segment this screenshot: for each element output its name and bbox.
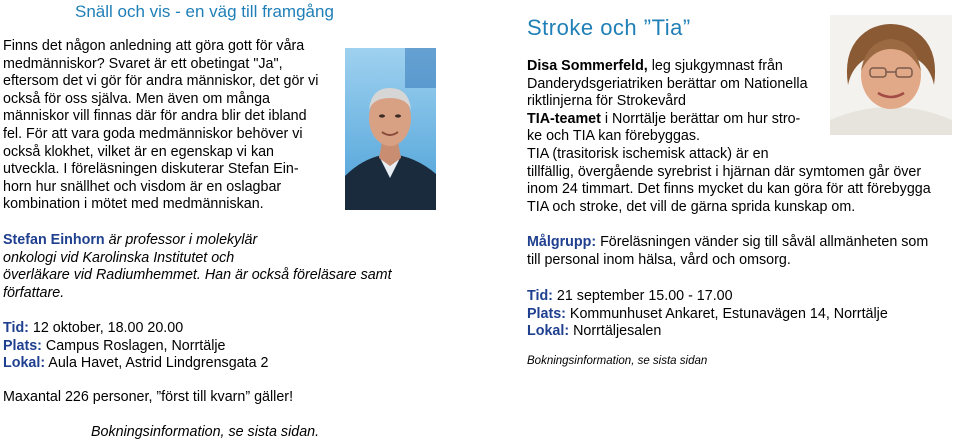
intro-line: horn hur snällhet och visdom är en oslagbar <box>3 178 282 195</box>
place-label: Plats: <box>3 337 42 354</box>
intro-line: medmänniskor? Svaret är ett obetingat "Ja", <box>3 55 283 72</box>
bio-line: författare. <box>3 284 65 301</box>
tia-line: TIA (trasitorisk ischemisk attack) är en <box>527 145 769 162</box>
intro-line: kombination i mötet med medmänniskan. <box>3 196 264 213</box>
bio-line: är professor i molekylär <box>104 232 258 248</box>
target-line: till personal inom hälsa, vård och omsorg. <box>527 251 791 268</box>
right-event-details <box>527 288 888 341</box>
venue-value: Aula Havet, Astrid Lindgrensgata 2 <box>45 355 269 372</box>
speaker-photo-woman <box>830 15 952 135</box>
target-label: Målgrupp: <box>527 234 597 250</box>
time-value: 12 oktober, 18.00 20.00 <box>28 320 184 336</box>
intro-line: Finns det någon anledning att göra gott för våra <box>3 38 305 54</box>
time-value: 21 september 15.00 - 17.00 <box>552 288 733 304</box>
venue-label: Lokal: <box>527 323 570 340</box>
lead-line: leg sjukgymnast från <box>647 58 783 74</box>
tia-line: tillfällig, övergående syrebrist i hjärnan där symtomen går över <box>527 163 922 180</box>
capacity-note: Maxantal 226 personer, ”först till kvarn” gäller! <box>3 389 294 405</box>
speaker-photo-man <box>345 48 436 210</box>
lead-name: Disa Sommerfeld, <box>527 58 648 74</box>
target-line: Föreläsningen vänder sig till såväl allmänheten som <box>596 234 929 250</box>
intro-line: fel. För att vara goda medmänniskor behöver vi <box>3 125 303 142</box>
place-label: Plats: <box>527 305 566 322</box>
lead-line: riktlinjerna för Strokevård <box>527 93 686 110</box>
team-label: TIA-teamet <box>527 110 601 127</box>
bio-line: överläkare vid Radiumhemmet. Han är också föreläsare samt <box>3 267 392 284</box>
intro-line: också klokhet, vilket är en egenskap vi kan <box>3 143 274 160</box>
time-label: Tid: <box>527 288 553 304</box>
bio-name: Stefan Einhorn <box>3 232 105 248</box>
tia-line: TIA och stroke, det vill de gärna sprida kunskap om. <box>527 198 856 215</box>
place-value: Campus Roslagen, Norrtälje <box>41 337 226 354</box>
left-intro-text <box>3 38 318 214</box>
target-group <box>527 234 928 269</box>
left-bio <box>3 232 392 302</box>
booking-note-left: Bokningsinformation, se sista sidan. <box>91 424 320 440</box>
left-event-details <box>3 320 268 373</box>
left-article-title: Snäll och vis - en väg till framgång <box>75 2 334 21</box>
intro-line: eftersom det vi gör för andra människor, det gör vi <box>3 73 319 90</box>
bio-line: onkologi vid Karolinska Institutet och <box>3 249 235 266</box>
intro-line: utveckla. I föreläsningen diskuterar Stefan Ein- <box>3 161 299 178</box>
team-line: i Norrtälje berättar om hur stro- <box>600 110 801 127</box>
team-line: ke och TIA kan förebyggas. <box>527 128 700 145</box>
time-label: Tid: <box>3 320 29 336</box>
tia-line: inom 24 timmart. Det finns mycket du kan göra för att förebygga <box>527 181 931 198</box>
intro-line: människor vill finnas där för andra blir det ibland <box>3 108 307 125</box>
venue-label: Lokal: <box>3 355 46 372</box>
place-value: Kommunhuset Ankaret, Estunavägen 14, Norrtälje <box>565 305 888 322</box>
intro-line: också för oss själva. Men även om många <box>3 90 270 107</box>
lead-line: Danderydsgeriatriken berättar om Nationella <box>527 75 808 92</box>
booking-note-right: Bokningsinformation, se sista sidan <box>527 355 708 367</box>
right-article-title: Stroke och ”Tia” <box>527 15 691 40</box>
venue-value: Norrtäljesalen <box>569 323 662 340</box>
